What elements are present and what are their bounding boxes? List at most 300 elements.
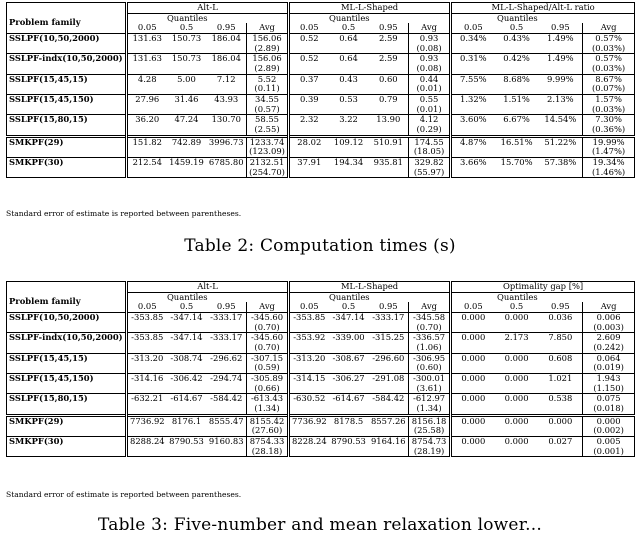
column-group-header: Alt-L: [127, 282, 289, 293]
avg-cell: 0.075: [583, 394, 635, 404]
quantile-cell: 2.32: [289, 115, 329, 125]
standard-error-cell: (0.66): [247, 384, 289, 394]
avg-cell: 0.57%: [583, 54, 635, 64]
standard-error-cell: (2.55): [247, 125, 289, 136]
blank-cell: [451, 125, 495, 136]
quantile-cell: 28.02: [289, 136, 329, 147]
quantile-cell: 0.000: [451, 373, 495, 383]
row-label: SMKPF(29): [7, 415, 127, 426]
table-row-se: [7, 168, 635, 178]
avg-cell: -613.43: [247, 394, 289, 404]
quantile-cell: 212.54: [127, 157, 167, 167]
avg-cell: 8754.33: [247, 436, 289, 446]
blank-cell: [329, 168, 369, 178]
quantile-cell: 7736.92: [289, 415, 329, 426]
quantile-cell: -291.08: [369, 373, 409, 383]
blank-cell: [451, 426, 495, 436]
quantile-cell: 0.000: [451, 415, 495, 426]
quantile-cell: 0.000: [495, 353, 539, 363]
standard-error-cell: (0.70): [247, 343, 289, 353]
quantile-cell: 0.000: [495, 394, 539, 404]
avg-cell: 0.93: [409, 54, 451, 64]
quantile-cell: -353.92: [289, 333, 329, 343]
table-row: [7, 115, 635, 125]
blank-cell: [289, 84, 329, 94]
quantile-cell: 27.96: [127, 94, 167, 104]
avg-cell: 7.30%: [583, 115, 635, 125]
avg-cell: -305.89: [247, 373, 289, 383]
blank-cell: [127, 125, 167, 136]
quantile-cell: -308.74: [167, 353, 207, 363]
quantile-cell: -333.17: [207, 333, 247, 343]
quantile-cell: 8228.24: [289, 436, 329, 446]
table-row: [7, 353, 635, 363]
standard-error-cell: (1.34): [247, 404, 289, 415]
quantile-cell: 3.60%: [451, 115, 495, 125]
avg-cell: 8155.42: [247, 415, 289, 426]
quantile-column-header: 0.95: [378, 301, 398, 312]
blank-cell: [167, 147, 207, 157]
quantile-cell: -314.16: [127, 373, 167, 383]
blank-cell: [167, 404, 207, 415]
avg-cell: 58.55: [247, 115, 289, 125]
avg-cell: 2132.51: [247, 157, 289, 167]
quantile-cell: 0.608: [539, 353, 583, 363]
blank-cell: [289, 147, 329, 157]
quantile-cell: 43.93: [207, 94, 247, 104]
quantiles-header: Quantiles: [451, 13, 583, 23]
avg-cell: 0.93: [409, 33, 451, 43]
row-label-blank: [7, 426, 127, 436]
blank-cell: [329, 363, 369, 373]
blank-cell: [289, 447, 329, 457]
table-row-se: [7, 323, 635, 333]
blank-cell: [289, 64, 329, 74]
row-label: SMKPF(30): [7, 436, 127, 446]
blank-cell: [495, 447, 539, 457]
avg-column-header: Avg: [583, 23, 635, 33]
avg-column-header: Avg: [583, 302, 635, 312]
avg-cell: 8754.73: [409, 436, 451, 446]
table-row-se: [7, 64, 635, 74]
blank-cell: [495, 404, 539, 415]
quantile-cell: 0.43: [329, 74, 369, 84]
quantiles-header: Quantiles: [289, 13, 409, 23]
blank-cell: [167, 125, 207, 136]
quantile-cell: -353.85: [127, 312, 167, 322]
blank-cell: [329, 64, 369, 74]
blank-cell: [539, 84, 583, 94]
blank-cell: [167, 64, 207, 74]
row-label-blank: [7, 363, 127, 373]
quantile-cell: 1.021: [539, 373, 583, 383]
quantile-cell: -333.17: [207, 312, 247, 322]
quantile-cell: -313.20: [289, 353, 329, 363]
standard-error-cell: (0.70): [409, 323, 451, 333]
blank-cell: [495, 168, 539, 178]
blank-cell: [127, 84, 167, 94]
quantile-cell: -353.85: [289, 312, 329, 322]
row-label-blank: [7, 447, 127, 457]
blank-cell: [127, 44, 167, 54]
quantile-cell: 151.82: [127, 136, 167, 147]
standard-error-cell: (0.08): [409, 64, 451, 74]
quantile-cell: 13.90: [369, 115, 409, 125]
blank-cell: [451, 384, 495, 394]
blank-cell: [127, 105, 167, 115]
avg-cell: 0.064: [583, 353, 635, 363]
quantile-cell: 3996.73: [207, 136, 247, 147]
standard-error-cell: (254.70): [247, 168, 289, 178]
blank-cell: [451, 84, 495, 94]
quantile-cell: 0.60: [369, 74, 409, 84]
quantile-cell: 8557.26: [369, 415, 409, 426]
quantile-cell: -308.67: [329, 353, 369, 363]
blank-cell: [539, 105, 583, 115]
quantile-column-header: 0.95: [216, 22, 236, 33]
blank-cell: [539, 168, 583, 178]
blank-cell: [207, 147, 247, 157]
blank-cell: [289, 44, 329, 54]
quantiles-header: Quantiles: [127, 292, 247, 302]
quantile-cell: 7.12: [207, 74, 247, 84]
avg-cell: 0.005: [583, 436, 635, 446]
row-label-blank: [7, 125, 127, 136]
blank-cell: [207, 44, 247, 54]
blank-cell: [207, 84, 247, 94]
blank-cell: [167, 363, 207, 373]
table-row-se: [7, 147, 635, 157]
blank-cell: [451, 363, 495, 373]
avg-cell: 4.12: [409, 115, 451, 125]
quantile-cell: 8790.53: [167, 436, 207, 446]
quantile-cell: 8178.5: [329, 415, 369, 426]
blank-cell: [369, 168, 409, 178]
standard-error-cell: (0.11): [247, 84, 289, 94]
quantile-cell: 131.63: [127, 33, 167, 43]
quantile-column-header: 0.5: [179, 301, 194, 312]
avg-cell: 0.44: [409, 74, 451, 84]
quantile-cell: 150.73: [167, 33, 207, 43]
quantile-column-header: 0.05: [451, 302, 495, 312]
quantile-cell: 7736.92: [127, 415, 167, 426]
standard-error-cell: (0.03%): [583, 105, 635, 115]
standard-error-cell: (25.58): [409, 426, 451, 436]
avg-cell: 174.55: [409, 136, 451, 147]
quantile-column-header: 0.05: [127, 23, 167, 33]
blank-cell: [329, 404, 369, 415]
row-label: SSLPF(15,45,15): [7, 74, 127, 84]
quantile-column-header: 0.5: [509, 22, 524, 33]
standard-error-cell: (18.05): [409, 147, 451, 157]
header-blank: [7, 282, 127, 293]
blank-cell: [167, 323, 207, 333]
quantile-cell: 0.027: [539, 436, 583, 446]
table-footnote: Standard error of estimate is reported between parentheses.: [6, 490, 242, 499]
table-row-se: [7, 404, 635, 415]
row-label: SSLPF(15,80,15): [7, 394, 127, 404]
row-label: SMKPF(30): [7, 157, 127, 167]
quantile-column-header: 0.05: [289, 302, 329, 312]
blank-cell: [329, 84, 369, 94]
quantile-cell: 9.99%: [539, 74, 583, 84]
blank-cell: [369, 323, 409, 333]
quantile-cell: 109.12: [329, 136, 369, 147]
standard-error-cell: (0.70): [247, 323, 289, 333]
table-row-se: [7, 384, 635, 394]
quantile-cell: 6785.80: [207, 157, 247, 167]
standard-error-cell: (2.89): [247, 44, 289, 54]
blank-cell: [451, 105, 495, 115]
standard-error-cell: (55.97): [409, 168, 451, 178]
problem-family-header: Problem family: [7, 292, 127, 312]
quantile-cell: 9164.16: [369, 436, 409, 446]
standard-error-cell: (0.03%): [583, 64, 635, 74]
blank-cell: [127, 447, 167, 457]
quantile-cell: 1459.19: [167, 157, 207, 167]
avg-cell: 8.67%: [583, 74, 635, 84]
standard-error-cell: (1.46%): [583, 168, 635, 178]
blank-cell: [495, 84, 539, 94]
avg-cell: -300.01: [409, 373, 451, 383]
blank-cell: [369, 404, 409, 415]
quantile-cell: 1.49%: [539, 54, 583, 64]
table-row-se: [7, 125, 635, 136]
blank-cell: [369, 84, 409, 94]
quantile-cell: -313.20: [127, 353, 167, 363]
quantile-cell: 9160.83: [207, 436, 247, 446]
row-label-blank: [7, 343, 127, 353]
blank-cell: [539, 404, 583, 415]
blank-cell: [329, 125, 369, 136]
avg-cell: 0.57%: [583, 33, 635, 43]
quantile-cell: 36.20: [127, 115, 167, 125]
quantile-cell: 0.42%: [495, 54, 539, 64]
blank-cell: [539, 343, 583, 353]
row-label: SSLPF(10,50,2000): [7, 33, 127, 43]
table-row: [7, 157, 635, 167]
blank-cell: [329, 44, 369, 54]
standard-error-cell: (0.242): [583, 343, 635, 353]
quantile-column-header: 0.95: [551, 22, 570, 33]
blank-cell: [207, 404, 247, 415]
table-caption: Table 3: Five-number and mean relaxation lower...: [98, 515, 542, 535]
standard-error-cell: (0.59): [247, 363, 289, 373]
blank-cell: [207, 125, 247, 136]
quantile-cell: -347.14: [167, 333, 207, 343]
header-row-quantiles: [7, 292, 635, 302]
table-row: [7, 415, 635, 426]
avg-cell: -345.60: [247, 333, 289, 343]
table-row-se: [7, 84, 635, 94]
standard-error-cell: (3.61): [409, 384, 451, 394]
quantile-cell: 8790.53: [329, 436, 369, 446]
row-label-blank: [7, 323, 127, 333]
row-label: SSLPF(15,45,150): [7, 373, 127, 383]
row-label-blank: [7, 404, 127, 415]
blank-cell: [495, 64, 539, 74]
avg-cell: -306.95: [409, 353, 451, 363]
quantile-column-header: 0.05: [451, 23, 495, 33]
standard-error-cell: (1.34): [409, 404, 451, 415]
blank-cell: [207, 323, 247, 333]
avg-cell: -336.57: [409, 333, 451, 343]
blank-cell: [127, 384, 167, 394]
blank-cell: [207, 343, 247, 353]
avg-cell: 34.55: [247, 94, 289, 104]
quantile-cell: 0.000: [495, 373, 539, 383]
blank-cell: [539, 64, 583, 74]
quantile-cell: 0.000: [451, 333, 495, 343]
quantile-cell: 1.32%: [451, 94, 495, 104]
quantile-cell: 37.91: [289, 157, 329, 167]
computation-times-table: [6, 2, 635, 178]
avg-cell: 1.943: [583, 373, 635, 383]
table-row: [7, 94, 635, 104]
blank-cell: [451, 323, 495, 333]
blank-cell: [167, 426, 207, 436]
avg-cell: -345.60: [247, 312, 289, 322]
avg-cell: 0.000: [583, 415, 635, 426]
standard-error-cell: (123.09): [247, 147, 289, 157]
quantile-cell: 2.59: [369, 54, 409, 64]
quantile-cell: 0.000: [451, 436, 495, 446]
avg-cell: 8156.18: [409, 415, 451, 426]
avg-cell: -612.97: [409, 394, 451, 404]
row-label: SSLPF(15,45,15): [7, 353, 127, 363]
blank-cell: [289, 168, 329, 178]
blank-cell: [539, 447, 583, 457]
blank-cell: [167, 384, 207, 394]
blank-cell: [289, 323, 329, 333]
quantile-cell: 51.22%: [539, 136, 583, 147]
quantile-cell: -630.52: [289, 394, 329, 404]
avg-cell: 0.006: [583, 312, 635, 322]
quantile-cell: 8.68%: [495, 74, 539, 84]
quantile-cell: 510.91: [369, 136, 409, 147]
avg-cell: 1.57%: [583, 94, 635, 104]
row-label-blank: [7, 44, 127, 54]
standard-error-cell: (0.01): [409, 84, 451, 94]
standard-error-cell: (28.19): [409, 447, 451, 457]
blank-cell: [495, 343, 539, 353]
column-group-header: ML-L-Shaped: [289, 282, 451, 293]
blank-cell: [167, 105, 207, 115]
blank-cell: [329, 426, 369, 436]
blank-cell: [369, 105, 409, 115]
blank-cell: [539, 384, 583, 394]
blank-cell: [369, 125, 409, 136]
quantile-cell: 0.000: [539, 415, 583, 426]
row-label-blank: [7, 64, 127, 74]
row-label: SSLPF(10,50,2000): [7, 312, 127, 322]
quantile-column-header: 0.5: [509, 301, 524, 312]
blank-cell: [539, 426, 583, 436]
quantile-cell: -347.14: [167, 312, 207, 322]
column-group-header: ML-L-Shaped/Alt-L ratio: [451, 3, 635, 14]
quantile-cell: -339.00: [329, 333, 369, 343]
quantile-cell: 0.000: [451, 353, 495, 363]
blank-cell: [207, 64, 247, 74]
standard-error-cell: (0.07%): [583, 84, 635, 94]
table-row: [7, 33, 635, 43]
quantile-cell: 8288.24: [127, 436, 167, 446]
quantile-cell: -614.67: [167, 394, 207, 404]
blank-cell: [289, 125, 329, 136]
quantile-cell: 0.000: [495, 436, 539, 446]
blank-cell: [495, 426, 539, 436]
avg-cell: -307.15: [247, 353, 289, 363]
blank-cell: [127, 343, 167, 353]
blank-cell: [127, 363, 167, 373]
quantile-cell: 0.53: [329, 94, 369, 104]
quantile-cell: 3.22: [329, 115, 369, 125]
blank-cell: [451, 168, 495, 178]
blank-cell: [369, 44, 409, 54]
row-label: SSLPF(15,45,150): [7, 94, 127, 104]
standard-error-cell: (1.150): [583, 384, 635, 394]
quantile-column-header: 0.05: [289, 23, 329, 33]
quantile-cell: -296.60: [369, 353, 409, 363]
standard-error-cell: (0.018): [583, 404, 635, 415]
quantile-cell: 31.46: [167, 94, 207, 104]
row-label-blank: [7, 168, 127, 178]
table-row-se: [7, 44, 635, 54]
quantile-cell: 0.538: [539, 394, 583, 404]
quantile-cell: 2.173: [495, 333, 539, 343]
blank-cell: [495, 363, 539, 373]
quantile-cell: 3.66%: [451, 157, 495, 167]
blank-cell: [369, 363, 409, 373]
header-row-groups: [7, 282, 635, 293]
blank-cell: [495, 147, 539, 157]
blank-cell: [207, 168, 247, 178]
blank-cell: [495, 323, 539, 333]
blank-cell: [207, 426, 247, 436]
quantile-cell: 2.59: [369, 33, 409, 43]
blank-cell: [329, 343, 369, 353]
table-footnote: Standard error of estimate is reported between parentheses.: [6, 209, 242, 218]
problem-family-header: Problem family: [7, 13, 127, 33]
blank-cell: [369, 147, 409, 157]
table-row-se: [7, 343, 635, 353]
quantile-cell: 47.24: [167, 115, 207, 125]
quantile-cell: 4.87%: [451, 136, 495, 147]
table-row: [7, 312, 635, 322]
avg-cell: 0.55: [409, 94, 451, 104]
blank-cell: [329, 105, 369, 115]
quantile-cell: -294.74: [207, 373, 247, 383]
quantile-column-header: 0.95: [216, 301, 236, 312]
blank-cell: [495, 44, 539, 54]
quantile-cell: 8555.47: [207, 415, 247, 426]
blank-cell: [451, 147, 495, 157]
quantile-cell: -632.21: [127, 394, 167, 404]
table-row-se: [7, 426, 635, 436]
quantile-cell: -296.62: [207, 353, 247, 363]
quantiles-header: Quantiles: [451, 292, 583, 302]
blank-cell: [207, 363, 247, 373]
table-row: [7, 136, 635, 147]
quantile-cell: 0.34%: [451, 33, 495, 43]
quantile-cell: -314.15: [289, 373, 329, 383]
blank-cell: [167, 447, 207, 457]
quantile-cell: -614.67: [329, 394, 369, 404]
avg-cell: 156.06: [247, 54, 289, 64]
quantile-cell: 0.37: [289, 74, 329, 84]
table-row-se: [7, 363, 635, 373]
table-row: [7, 54, 635, 64]
